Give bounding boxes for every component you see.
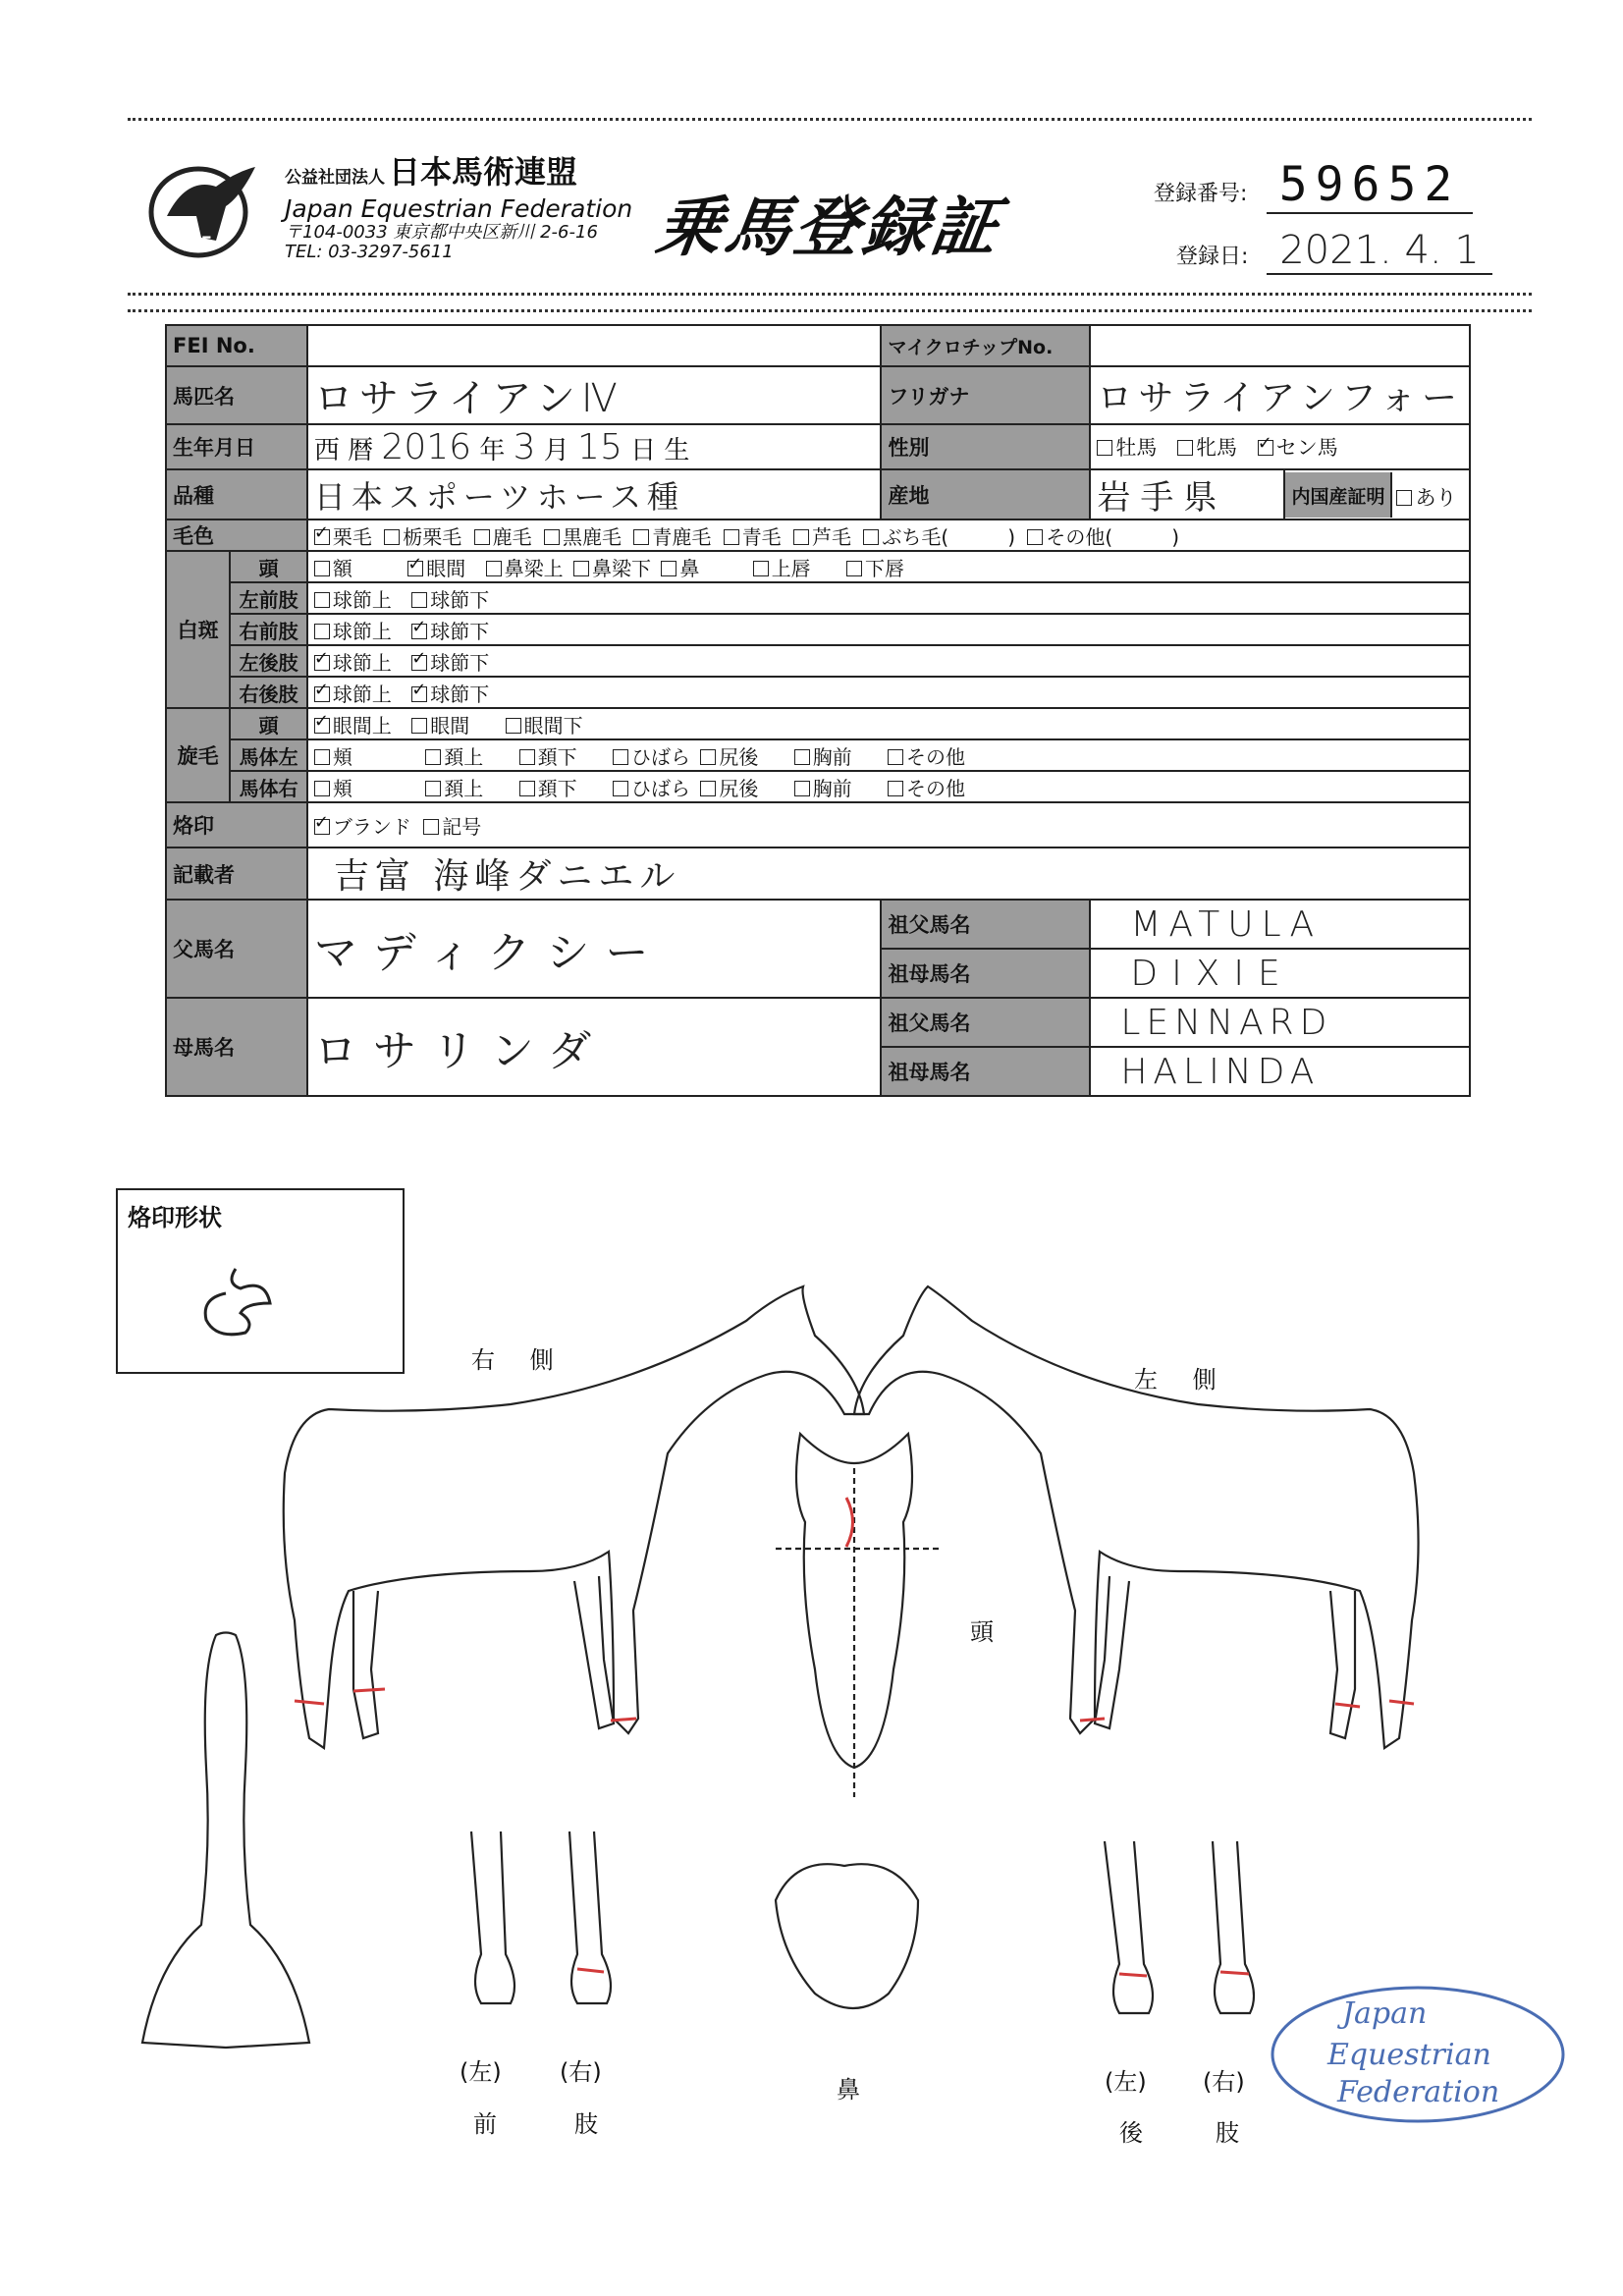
brand-shape-label: 烙印形状	[128, 1204, 222, 1231]
dam-label: 母馬名	[166, 998, 307, 1096]
sire-label: 父馬名	[166, 900, 307, 998]
furigana-label: フリガナ	[881, 366, 1090, 424]
white-upper-lip[interactable]: 上唇	[753, 553, 811, 581]
rh-below[interactable]: ✓ 球節下	[411, 679, 489, 707]
fore-label: 前	[473, 2110, 511, 2138]
mark-option[interactable]: 記号	[423, 811, 481, 840]
dob-label: 生年月日	[166, 424, 307, 469]
logo-text: JEF	[185, 233, 212, 251]
sex-label: 性別	[881, 424, 1090, 469]
brand-label: 烙印	[166, 802, 307, 847]
dob-m: 月	[543, 435, 569, 465]
left-side-label: 左 側	[1134, 1366, 1230, 1394]
dam-gs-label: 祖父馬名	[881, 998, 1090, 1047]
color-other[interactable]: その他( )	[1027, 521, 1179, 550]
white-between-eyes[interactable]: ✓ 眼間	[407, 553, 465, 581]
reg-no-value: 59652	[1267, 157, 1473, 214]
whorl-above-eyes[interactable]: ✓ 眼間上	[314, 710, 392, 738]
white-label: 白斑	[166, 551, 230, 708]
br-chest[interactable]: 胸前	[794, 773, 852, 801]
dob-era: 西 暦	[313, 435, 374, 465]
fei-label: FEI No.	[166, 325, 307, 366]
white-nose[interactable]: 鼻	[661, 553, 699, 581]
sire-gd-label: 祖母馬名	[881, 949, 1090, 998]
origin-value: 岩手県	[1097, 478, 1227, 518]
rh-above[interactable]: ✓ 球節上	[314, 679, 392, 707]
bl-neck-up[interactable]: 頚上	[425, 741, 483, 770]
color-chestnut[interactable]: ✓ 栗毛	[314, 521, 372, 550]
rf-above[interactable]: 球節上	[314, 616, 392, 644]
lf-label: 左前肢	[230, 582, 307, 614]
domestic-label: 内国産証明	[1285, 472, 1392, 518]
color-dark-bay[interactable]: 黒鹿毛	[544, 521, 622, 550]
rf-label: 右前肢	[230, 614, 307, 645]
lh-label: 左後肢	[230, 645, 307, 677]
seal-line3: Federation	[1337, 2075, 1500, 2109]
sire-gd-value: DIXIE	[1090, 949, 1470, 998]
br-cheek[interactable]: 頬	[314, 773, 352, 801]
sire-value: マディクシー	[313, 928, 665, 978]
dob-y: 年	[479, 435, 506, 465]
rf-below[interactable]: ✓ 球節下	[411, 616, 489, 644]
lf-above[interactable]: 球節上	[314, 584, 392, 613]
reg-date-value: 2021. 4. 1	[1267, 228, 1492, 275]
sex-stallion[interactable]: 牡馬	[1097, 432, 1157, 462]
sire-gs-label: 祖父馬名	[881, 900, 1090, 949]
sex-gelding[interactable]: ✓ セン馬	[1258, 432, 1338, 462]
bl-chest[interactable]: 胸前	[794, 741, 852, 770]
color-pinto[interactable]: ぶち毛( )	[863, 521, 1015, 550]
hind-limb-label: 肢	[1216, 2119, 1253, 2147]
head-front-diagram	[776, 1434, 943, 1797]
lh-above[interactable]: ✓ 球節上	[314, 647, 392, 676]
color-grey[interactable]: 芦毛	[793, 521, 851, 550]
seal-line2: Equestrian	[1327, 2038, 1491, 2072]
dob-month: 3	[513, 426, 536, 467]
org-name-en: Japan Equestrian Federation	[285, 194, 633, 223]
br-rump[interactable]: 尻後	[700, 773, 758, 801]
dam-gd-label: 祖母馬名	[881, 1047, 1090, 1096]
dam-value: ロサリンダ	[313, 1026, 608, 1076]
reg-date-label: 登録日:	[1176, 245, 1249, 269]
hind-right-paren: (右)	[1203, 2068, 1245, 2096]
org-address: 〒104-0033 東京都中央区新川 2-6-16	[285, 222, 598, 243]
white-upper-nose[interactable]: 鼻梁上	[486, 553, 564, 581]
right-side-label: 右 側	[471, 1346, 568, 1374]
br-neck-up[interactable]: 頚上	[425, 773, 483, 801]
left-side-horse	[854, 1286, 1419, 1748]
breed-label: 品種	[166, 469, 307, 519]
fore-left-paren: (左)	[460, 2058, 502, 2086]
rear-view-diagram	[142, 1633, 309, 2049]
body-left-label: 馬体左	[230, 739, 307, 771]
sire-gs-value: MATULA	[1090, 900, 1470, 949]
furigana-value: ロサライアンフォー	[1097, 378, 1463, 418]
whorl-between-eyes[interactable]: 眼間	[411, 710, 469, 738]
bl-rump[interactable]: 尻後	[700, 741, 758, 770]
nose-diagram	[776, 1864, 918, 2008]
hind-label: 後	[1119, 2119, 1157, 2147]
whorl-below-eyes[interactable]: 眼間下	[506, 710, 583, 738]
breed-value: 日本スポーツホース種	[313, 477, 685, 516]
bl-cheek[interactable]: 頬	[314, 741, 352, 770]
org-name: 公益社団法人 日本馬術連盟	[285, 153, 578, 191]
dam-gs-value: LENNARD	[1090, 998, 1470, 1047]
white-head-label: 頭	[230, 551, 307, 582]
whorl-head-label: 頭	[230, 708, 307, 739]
lf-below[interactable]: 球節下	[411, 584, 489, 613]
white-forehead[interactable]: 額	[314, 553, 352, 581]
br-other[interactable]: その他	[888, 773, 965, 801]
brand-option[interactable]: ✓ ブランド	[314, 811, 411, 840]
color-bay[interactable]: 鹿毛	[474, 521, 532, 550]
white-lower-nose[interactable]: 鼻梁下	[573, 553, 651, 581]
hind-left-paren: (左)	[1105, 2068, 1147, 2096]
br-flank[interactable]: ひばら	[613, 773, 690, 801]
dob-year: 2016	[381, 426, 472, 467]
rh-label: 右後肢	[230, 677, 307, 708]
dam-gd-value: HALINDA	[1090, 1047, 1470, 1096]
color-brown[interactable]: 青鹿毛	[633, 521, 711, 550]
body-right-label: 馬体右	[230, 771, 307, 802]
bl-other[interactable]: その他	[888, 741, 965, 770]
sex-mare[interactable]: 牝馬	[1177, 432, 1237, 462]
recorder-value: 吉富 海峰ダニエル	[333, 856, 681, 897]
head-label: 頭	[970, 1618, 1007, 1646]
color-label: 毛色	[166, 519, 307, 551]
right-side-horse	[284, 1286, 864, 1748]
limb-diagrams	[471, 1831, 1254, 2013]
name-value: ロサライアンⅣ	[313, 376, 623, 421]
recorder-label: 記載者	[166, 847, 307, 900]
color-dark-chestnut[interactable]: 栃栗毛	[384, 521, 461, 550]
bl-flank[interactable]: ひばら	[613, 741, 690, 770]
org-tel: TEL: 03-3297-5611	[285, 242, 454, 262]
fore-limb-label: 肢	[574, 2110, 612, 2138]
origin-label: 産地	[881, 469, 1090, 519]
bl-neck-down[interactable]: 頚下	[519, 741, 577, 770]
dob-day: 15	[577, 426, 622, 467]
color-black[interactable]: 青毛	[724, 521, 782, 550]
reg-no-label: 登録番号:	[1154, 182, 1248, 206]
fore-right-paren: (右)	[560, 2058, 602, 2086]
lh-below[interactable]: ✓ 球節下	[411, 647, 489, 676]
domestic-option[interactable]: あり	[1392, 472, 1456, 518]
whorl-label: 旋毛	[166, 708, 230, 802]
nose-label: 鼻	[837, 2076, 874, 2104]
chip-label: マイクロチップNo.	[881, 325, 1090, 366]
br-neck-down[interactable]: 頚下	[519, 773, 577, 801]
page-title: 乗馬登録証	[651, 190, 1006, 265]
white-lower-lip[interactable]: 下唇	[846, 553, 904, 581]
name-label: 馬匹名	[166, 366, 307, 424]
federation-seal	[1269, 1984, 1568, 2126]
dob-d: 日 生	[630, 435, 690, 465]
seal-line1: Japan	[1342, 1996, 1428, 2031]
